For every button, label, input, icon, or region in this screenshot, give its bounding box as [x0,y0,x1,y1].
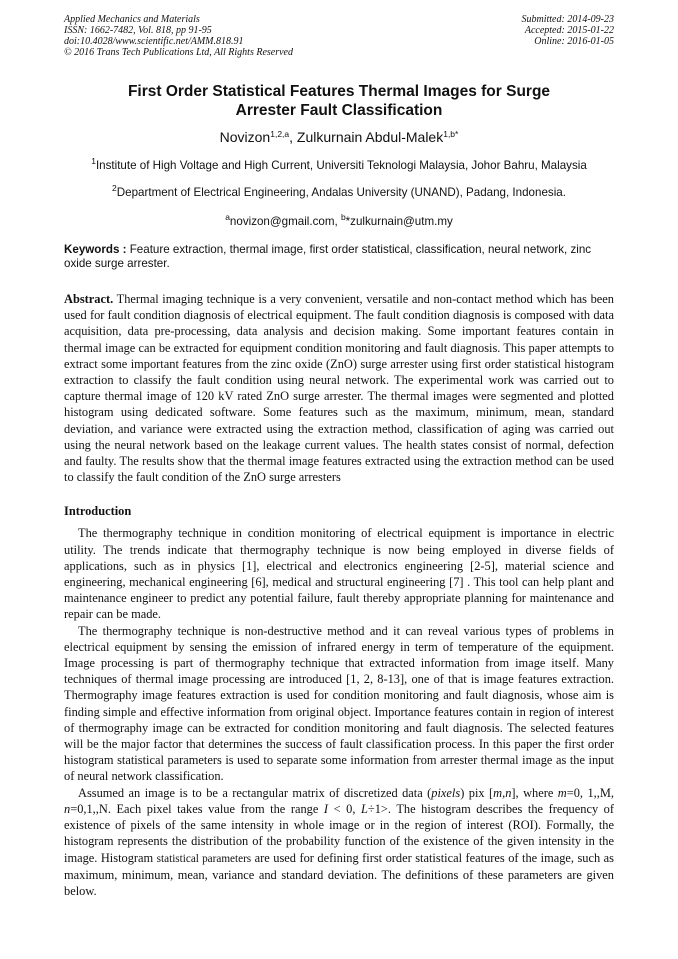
author-separator: , [289,129,297,145]
p3-text-h: are used for defining first order statistical features of the image, such as maximum, minimum, mean, variance and standard deviation. The definitions of these parameters are given below. [64,850,614,898]
p3-text-a: Assumed an image is to be a rectangular matrix of discretized data ( [78,785,432,800]
affiliation-2-text: Department of Electrical Engineering, Andalas University (UNAND), Padang, Indonesia. [116,186,566,199]
issn-line: ISSN: 1662-7482, Vol. 818, pp 91-95 [64,25,212,36]
author-1-affiliation-mark: 1,2,a [270,129,290,139]
p3-stat-term: statistical parameters [156,852,252,865]
email-b-mark: b [340,212,346,222]
journal-name: Applied Mechanics and Materials [64,14,200,25]
online-date: Online: 2016-01-05 [534,36,614,47]
affiliation-1 [64,154,614,173]
author-2: Zulkurnain Abdul-Malek [296,129,444,145]
affiliation-1-text: Institute of High Voltage and High Current, Universiti Teknologi Malaysia, Johor Bahru, Malaysia [95,159,587,172]
p3-l-var: L [361,801,368,816]
abstract-block [64,291,614,485]
abstract-label: Abstract. [64,292,114,306]
introduction-paragraph-2: The thermography technique is non-destructive method and it can reveal various types of problems in electrical equipment by sensing the emission of infrared energy in term of temperature of the equipment. Image processing is part of thermography technique that extracted information from image itself. Many techniques of thermal image processing are introduced [1, 2, 8-13], one of that is image features extraction. Thermography image features extraction is used for condition monitoring and fault diagnosis, whose aim is finding simple and effective information from original object. Importance features contain in region of interest of thermography image can be extracted for condition monitoring and fault diagnosis. The selected features will be the major factor that determines the success of fault classification process. In this paper the first order histogram statistical parameters is used to separate some information from arrester thermal image as the input of neural network classification. [64,623,614,784]
affiliation-1-mark: 1 [91,156,96,166]
p3-text-f: < 0, [328,801,362,816]
author-1: Novizon [219,129,271,145]
keywords-text: Feature extraction, thermal image, first order statistical, classification, neural network, zinc oxide surge arrester. [64,243,592,270]
copyright-line: © 2016 Trans Tech Publications Ltd, All Rights Reserved [64,47,293,58]
keywords-block [64,243,614,271]
author-emails [64,210,614,229]
email-b: *zulkurnain@utm.my [345,215,453,228]
header-right [522,14,615,58]
p3-text-b: ) pix [ [460,785,494,800]
introduction-paragraph-3 [64,785,614,899]
affiliation-2-mark: 2 [112,183,117,193]
p3-text-c: ], where [511,785,558,800]
paper-title [64,82,614,120]
abstract-text: Thermal imaging technique is a very convenient, versatile and non-contact method which has been used for fault condition diagnosis of electrical equipment. The fault condition diagnosis is composed with data acquisition, data pre-processing, data analysis and decision making. Some important features contain in thermal image can be extracted for equipment condition monitoring and fault diagnosis. This paper attempts to extract some important features from the zinc oxide (ZnO) surge arrester using first order statistical histogram extraction to classify the fault condition using neural network. The experimental work was carried out to capture thermal image of 120 kV rated ZnO surge arrester. The thermal images were segmented and plotted histogram using dedicated software. Some features such as the maximum, minimum, mean, standard deviation, and variance were extracted using the extraction method, classification of aging was carried out using the neural network based on the leakage current values. The health states consist of normal, defection and faulty. The results show that the thermal image features extracted using the extraction method can be used to classify the fault condition of the ZnO surge arresters [64,292,614,485]
accepted-date: Accepted: 2015-01-22 [524,25,614,36]
email-a-mark: a [225,212,230,222]
keywords-label: Keywords : [64,243,127,256]
author-2-affiliation-mark: 1,b* [443,129,459,139]
publication-header [64,14,614,58]
submitted-date: Submitted: 2014-09-23 [521,14,614,25]
title-line-1: First Order Statistical Features Thermal Images for Surge [127,83,551,100]
p3-pixels-term: pixels [431,785,461,800]
p3-i-var: I [323,801,329,816]
introduction-heading: Introduction [64,504,132,519]
introduction-paragraph-1: The thermography technique in condition monitoring of electrical equipment is importance in electric utility. The trends indicate that thermography technique is now being employed in diverse fields of applications, such as in physics [1], electrical and electronics engineering [2-5], material science and engineering, mechanical engineering [6], medical and structural engineering [7] . This tool can help plant and maintenance engineer to predict any potential failure, fault thereby appropriate planning for maintenance and repair can be made. [64,526,614,622]
p3-m-var: m [557,785,567,800]
p3-text-g: ÷1>. The histogram describes the frequency of existence of pixels of the same intensity in whole image or in the region of interest (ROI). Formally, the histogram represents the distribution of the probability function of the existence of the given intensity in the image. Histogram [64,801,615,865]
header-left [64,14,293,58]
affiliation-2 [64,181,614,200]
doi-line: doi:10.4028/www.scientific.net/AMM.818.91 [64,36,244,47]
p3-mn-term: m,n [493,785,512,800]
p3-n-var: n [64,801,71,816]
p3-text-e: =0,1,,N. Each pixel takes value from the range [70,801,324,816]
title-line-2: Arrester Fault Classification [235,102,443,119]
author-list [64,125,614,146]
p3-text-d: =0, 1,,M, [566,785,614,800]
email-a: novizon@gmail.com, [229,215,341,228]
